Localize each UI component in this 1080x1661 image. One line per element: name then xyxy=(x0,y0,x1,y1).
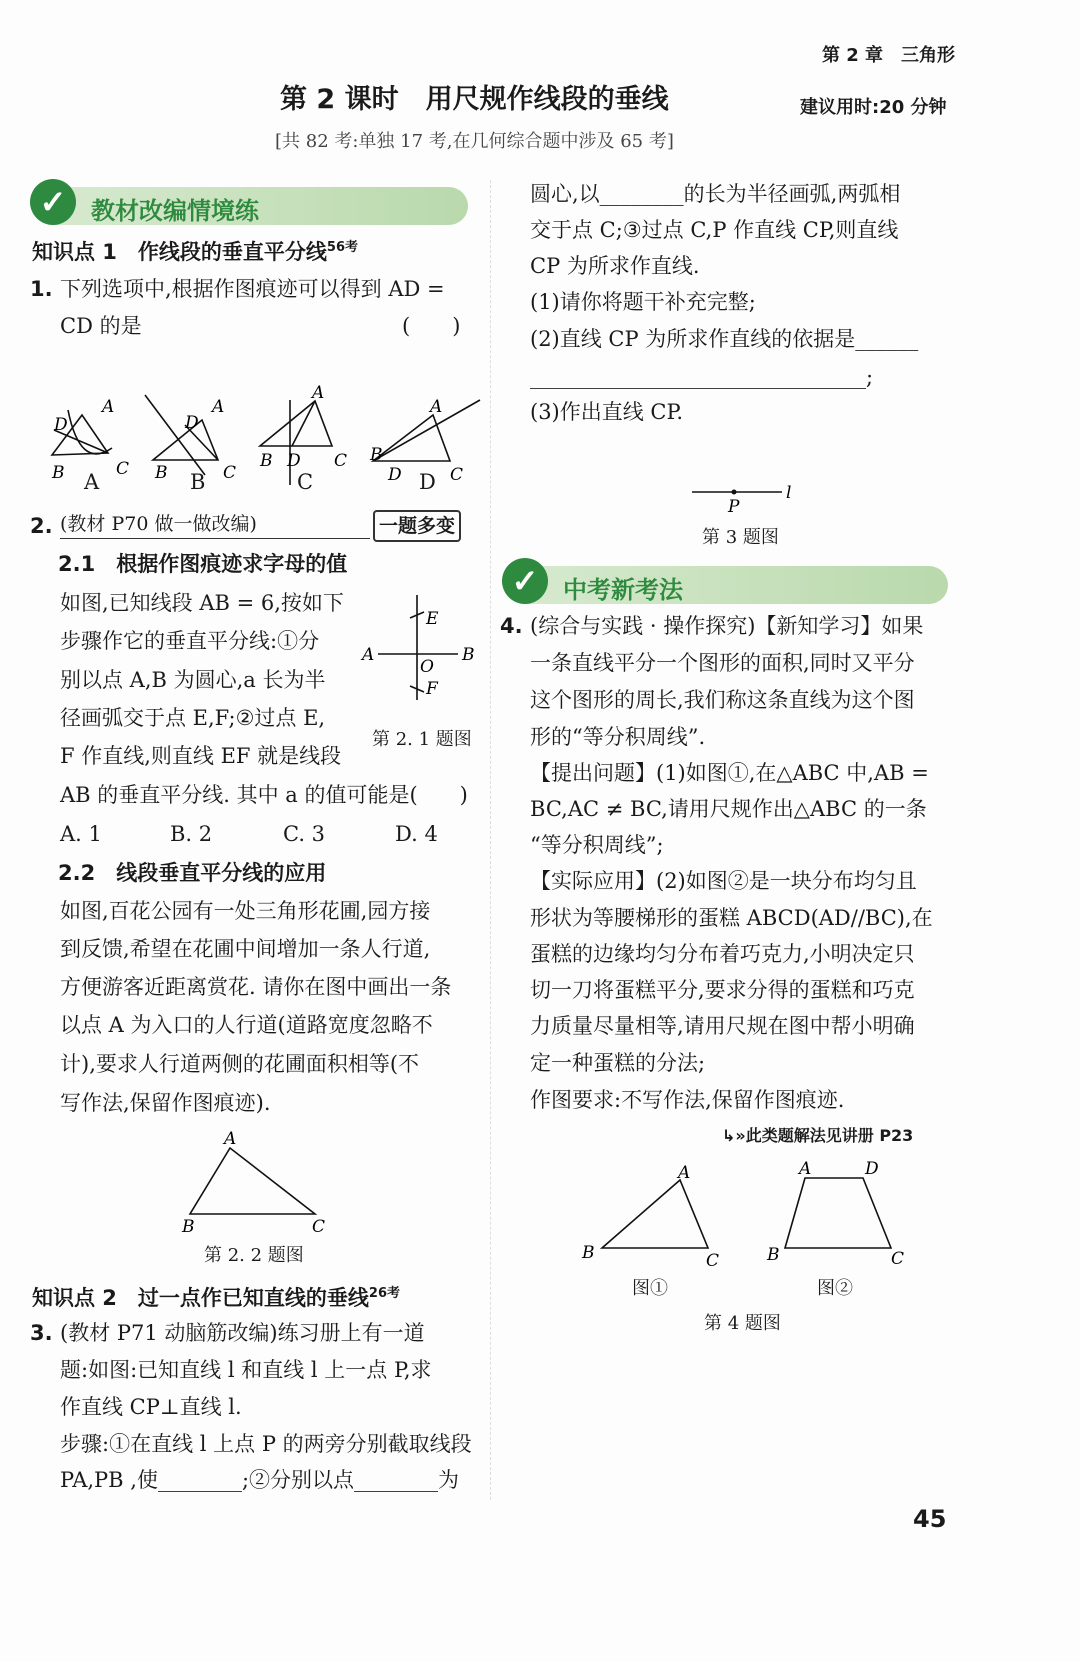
answer-blank: ________________________________; xyxy=(530,365,874,389)
svg-text:D: D xyxy=(185,413,199,433)
option: D. 4 xyxy=(395,822,438,846)
text-line: 如图,百花公园有一处三角形花圃,园方接 xyxy=(60,899,431,923)
divider xyxy=(60,538,370,539)
q22-triangle xyxy=(180,1128,340,1238)
text-line: 圆心,以________的长为半径画弧,两弧相 xyxy=(530,182,901,206)
svg-text:C: C xyxy=(706,1251,720,1271)
svg-text:B: B xyxy=(462,645,475,665)
q21-diagram xyxy=(360,590,480,710)
figure-caption: 第 2. 1 题图 xyxy=(372,729,472,750)
subquestion-title: 2.2 线段垂直平分线的应用 xyxy=(58,861,327,885)
svg-text:B: B xyxy=(260,451,273,471)
svg-text:C: C xyxy=(891,1249,905,1269)
svg-text:P: P xyxy=(728,497,740,517)
figure-caption: 图② xyxy=(817,1278,853,1299)
figure-caption: 第 2. 2 题图 xyxy=(204,1245,304,1266)
question-number: 3. xyxy=(30,1321,53,1345)
text-line: “等分积周线”; xyxy=(530,833,664,857)
text-line: 交于点 C;③过点 C,P 作直线 CP,则直线 xyxy=(530,218,899,242)
text-line: 计),要求人行道两侧的花圃面积相等(不 xyxy=(60,1052,420,1076)
option: A. 1 xyxy=(60,822,102,846)
check-icon: ✓ xyxy=(502,558,548,604)
text-line: PA,PB ,使________;②分别以点________为 xyxy=(60,1468,460,1492)
svg-text:A: A xyxy=(224,1129,237,1149)
text-line: 题:如图:已知直线 l 和直线 l 上一点 P,求 xyxy=(60,1358,432,1382)
svg-text:A: A xyxy=(678,1163,691,1183)
text-line: 这个图形的周长,我们称这条直线为这个图 xyxy=(530,688,915,712)
svg-text:D: D xyxy=(865,1159,879,1179)
text-line: (2)直线 CP 为所求作直线的依据是______ xyxy=(530,327,919,351)
column-divider xyxy=(490,180,491,1500)
svg-text:A: A xyxy=(102,397,115,417)
text-line: AB 的垂直平分线. 其中 a 的值可能是( ) xyxy=(60,783,468,807)
svg-text:A: A xyxy=(362,645,375,665)
solution-reference-link[interactable]: ↳»此类题解法见讲册 P23 xyxy=(722,1126,914,1145)
question-number: 2. xyxy=(30,514,53,538)
subquestion-title: 2.1 根据作图痕迹求字母的值 xyxy=(58,552,348,576)
knowledge-point-1: 知识点 1 作线段的垂直平分线$^{56考}$ xyxy=(32,240,359,264)
svg-text:E: E xyxy=(426,609,439,629)
text-line: 作图要求:不写作法,保留作图痕迹. xyxy=(530,1088,845,1112)
text-line: 步骤作它的垂直平分线:①分 xyxy=(60,629,320,653)
text-line: 径画弧交于点 E,F;②过点 E, xyxy=(60,706,326,730)
svg-text:B: B xyxy=(155,463,168,483)
text-line: 以点 A 为入口的人行道(道路宽度忽略不 xyxy=(60,1013,433,1037)
text-line: 步骤:①在直线 l 上点 P 的两旁分别截取线段 xyxy=(60,1432,472,1456)
svg-text:D: D xyxy=(388,465,402,485)
section-title: 教材改编情境练 xyxy=(91,197,259,225)
svg-text:C: C xyxy=(334,451,348,471)
svg-text:B: B xyxy=(52,463,65,483)
svg-text:B: B xyxy=(370,445,383,465)
figure-caption: 第 4 题图 xyxy=(704,1313,781,1334)
question-number: 4. xyxy=(500,614,523,638)
option-label: D xyxy=(419,470,436,494)
text-line: 别以点 A,B 为圆心,a 长为半 xyxy=(60,668,326,692)
question-number: 1. xyxy=(30,277,53,301)
option-label: C xyxy=(297,470,314,494)
text-line: 力质量尽量相等,请用尺规在图中帮小明确 xyxy=(530,1014,915,1038)
svg-text:l: l xyxy=(786,483,792,503)
text-line: 蛋糕的边缘均匀分布着巧克力,小明决定只 xyxy=(530,942,915,966)
text-line: 方便游客近距离赏花. 请你在图中画出一条 xyxy=(60,975,452,999)
knowledge-point-2: 知识点 2 过一点作已知直线的垂线$^{26考}$ xyxy=(32,1286,401,1310)
chapter-label: 第 2 章 三角形 xyxy=(822,45,956,66)
text-line: 形的“等分积周线”. xyxy=(530,725,706,749)
question-text: CD 的是 xyxy=(60,314,142,338)
option: C. 3 xyxy=(283,822,326,846)
text-line: F 作直线,则直线 EF 就是线段 xyxy=(60,744,342,768)
svg-text:C: C xyxy=(312,1217,326,1237)
suggested-time: 建议用时:20 分钟 xyxy=(800,97,947,118)
svg-text:A: A xyxy=(312,383,325,403)
option-label: B xyxy=(190,470,206,494)
text-line: 【提出问题】(1)如图①,在△ABC 中,AB = xyxy=(530,761,929,785)
text-line: BC,AC ≠ BC,请用尺规作出△ABC 的一条 xyxy=(530,797,927,821)
svg-text:C: C xyxy=(116,459,130,479)
question-source: (教材 P70 做一做改编) xyxy=(60,513,257,535)
text-line: 定一种蛋糕的分法; xyxy=(530,1051,706,1075)
text-line: CP 为所求作直线. xyxy=(530,254,700,278)
q1-diagrams xyxy=(40,370,490,485)
svg-text:C: C xyxy=(223,463,237,483)
text-line: 如图,已知线段 AB = 6,按如下 xyxy=(60,591,344,615)
variant-tag: 一题多变 xyxy=(373,510,461,542)
text-line: (1)请你将题干补充完整; xyxy=(530,290,756,314)
option-label: A xyxy=(84,470,100,494)
section-title: 中考新考法 xyxy=(563,576,683,604)
svg-text:A: A xyxy=(430,397,443,417)
q4-triangle-figure xyxy=(580,1160,730,1270)
exam-stats: [共 82 考:单独 17 考,在几何综合题中涉及 65 考] xyxy=(275,131,674,152)
option: B. 2 xyxy=(170,822,213,846)
section-banner-textbook xyxy=(36,183,468,225)
svg-text:B: B xyxy=(582,1243,595,1263)
question-text: 下列选项中,根据作图痕迹可以得到 AD = xyxy=(60,277,445,301)
svg-text:B: B xyxy=(767,1245,780,1265)
text-line: 切一刀将蛋糕平分,要求分得的蛋糕和巧克 xyxy=(530,978,915,1002)
text-line: (3)作出直线 CP. xyxy=(530,400,684,424)
text-line: (教材 P71 动脑筋改编)练习册上有一道 xyxy=(60,1321,425,1345)
page-number: 45 xyxy=(913,1505,947,1533)
answer-paren: ( ) xyxy=(402,314,461,338)
check-icon: ✓ xyxy=(30,179,76,225)
text-line: (综合与实践 · 操作探究)【新知学习】如果 xyxy=(530,614,924,638)
text-line: 写作法,保留作图痕迹). xyxy=(60,1091,271,1115)
section-banner-exam xyxy=(508,562,948,604)
svg-text:B: B xyxy=(182,1217,195,1237)
svg-text:D: D xyxy=(287,451,301,471)
svg-text:A: A xyxy=(212,397,225,417)
figure-caption: 图① xyxy=(632,1278,668,1299)
svg-text:F: F xyxy=(426,679,438,699)
page-title: 第 2 课时 用尺规作线段的垂线 xyxy=(280,84,669,115)
text-line: 到反馈,希望在花圃中间增加一条人行道, xyxy=(60,937,431,961)
q3-line-diagram xyxy=(690,480,810,520)
q4-trapezoid-figure xyxy=(765,1160,915,1270)
text-line: 【实际应用】(2)如图②是一块分布均匀且 xyxy=(530,869,917,893)
svg-text:D: D xyxy=(54,415,68,435)
svg-text:C: C xyxy=(450,465,464,485)
text-line: 形状为等腰梯形的蛋糕 ABCD(AD//BC),在 xyxy=(530,906,933,930)
svg-text:O: O xyxy=(420,657,434,677)
text-line: 一条直线平分一个图形的面积,同时又平分 xyxy=(530,651,915,675)
text-line: 作直线 CP⊥直线 l. xyxy=(60,1395,242,1419)
svg-text:A: A xyxy=(799,1159,812,1179)
figure-caption: 第 3 题图 xyxy=(702,527,779,548)
